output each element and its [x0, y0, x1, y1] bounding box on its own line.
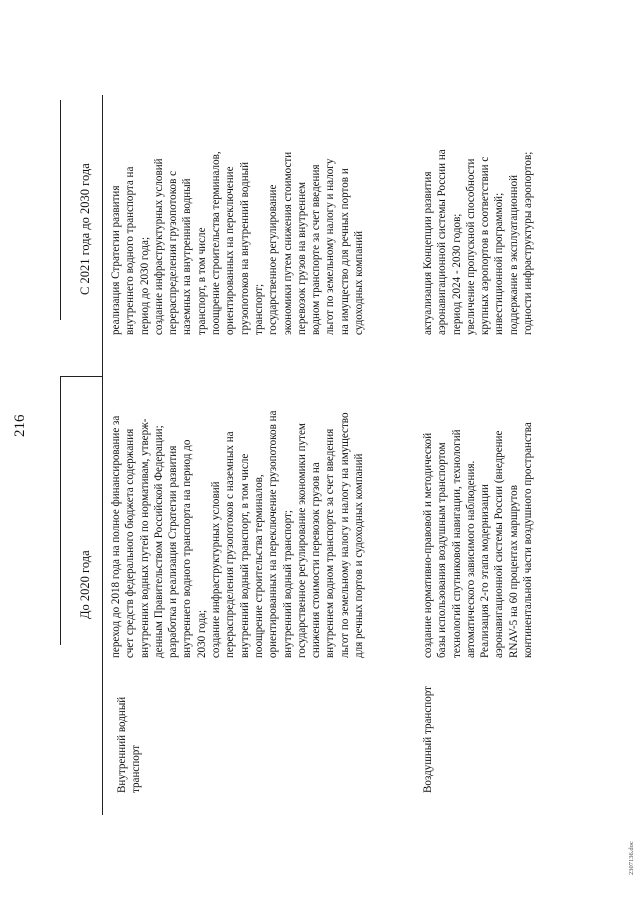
cell-text-line: поддержание в эксплуатационной [507, 174, 520, 335]
cell-text-line: внутреннего водного транспорта на период до [181, 439, 194, 658]
cell-text-line: 2030 года; [195, 609, 208, 658]
page-number: 216 [12, 414, 28, 437]
cell-text-line: льгот по земельному налогу и налогу на имущество [338, 412, 351, 658]
cell-text-line: поощрение строительства терминалов, [252, 474, 265, 658]
cell-text-line: транспорт; [252, 283, 265, 335]
cell-text-line: на имущество для речных портов и [338, 168, 351, 335]
cell-text-line: создание инфраструктурных условий [210, 481, 223, 658]
cell-text-line: реализация Стратегии развития [110, 185, 122, 335]
row-sector-air [421, 686, 435, 793]
cell-text-line: RNAV-5 на 60 процентах маршрутов [507, 485, 520, 658]
row-from-2021-air [421, 149, 535, 335]
cell-text-line: наземных на внутренний водный [181, 178, 194, 335]
cell-text-line: денным Правительством Российской Федерации; [152, 425, 165, 658]
cell-text-line: внутренний водный транспорт, в том числе [238, 453, 251, 658]
cell-text-line: аэронавигационной системы России на [436, 149, 449, 335]
cell-text-line: переход до 2018 года на полное финансирование за [110, 415, 122, 658]
header-from-2021: С 2021 года до 2030 года [78, 163, 92, 295]
cell-text-line: снижения стоимости перевозок грузов на [310, 462, 323, 658]
cell-text-line: для речных портов и судоходных компаний [353, 453, 366, 658]
cell-text-line: Реализация 2-го этапа модернизации [479, 484, 492, 658]
cell-text-line: перевозок грузов на внутреннем [295, 181, 308, 335]
cell-text-line: Воздушный транспорт [422, 685, 434, 793]
cell-text-line: государственное регулирование [267, 184, 280, 335]
cell-text-line: разработка и реализация Стратегии развития [167, 445, 180, 658]
cell-text-line: перераспределения грузопотоков с [167, 170, 180, 335]
cell-text-line: автоматического зависимого наблюдения. [464, 460, 477, 658]
cell-text-line: актуализация Концепции развития [422, 171, 434, 335]
row-until-2020-inland-water [109, 411, 366, 658]
cell-text-line: внутренних водных путей по нормативам, утверж- [138, 418, 151, 658]
row-sector-inland-water [115, 697, 144, 793]
cell-text-line: внутреннем водном транспорте за счет введения [324, 428, 337, 658]
cell-text-line: период 2024 - 2030 годов; [450, 213, 463, 335]
cell-text-line: грузопотоков на внутренний водный [238, 161, 251, 335]
cell-text-line: поощрение строительства терминалов, [210, 151, 223, 335]
cell-text-line: континентальной части воздушного пространства [522, 422, 535, 658]
header-bottom-rule [102, 95, 103, 815]
cell-text-line: экономики путем снижения стоимости [281, 151, 294, 335]
cell-text-line: транспорт [130, 744, 143, 793]
cell-text-line: государственное регулирование экономики путем [295, 423, 308, 658]
cell-text-line: внутреннего водного транспорта на [124, 166, 137, 335]
cell-text-line: транспорт, в том числе [195, 227, 208, 335]
cell-text-line: аэронавигационной системы России (внедрение [493, 430, 506, 658]
cell-text-line: счет средств федерального бюджета содержания [124, 428, 137, 658]
table-top-rule-left [60, 377, 61, 645]
file-id: 2307136.doc [628, 841, 635, 875]
cell-text-line: перераспределения грузопотоков с наземных на [224, 431, 237, 658]
header-until-2020: До 2020 года [78, 550, 92, 619]
cell-text-line: базы использования воздушным транспортом [436, 442, 449, 658]
column-divider [60, 376, 103, 377]
cell-text-line: технологий спутниковой навигации, технологий [450, 429, 463, 658]
cell-text-line: водном транспорте за счет введения [310, 164, 323, 335]
table-top-rule-right [60, 100, 61, 320]
cell-text-line: льгот по земельному налогу и налогу [324, 158, 337, 335]
cell-text-line: ориентированных на переключение грузопотоков на [267, 410, 280, 658]
cell-text-line: судоходных компаний [353, 230, 366, 335]
cell-text-line: годности инфраструктуры аэропортов; [522, 151, 535, 335]
cell-text-line: период до 2030 года; [138, 236, 151, 335]
row-from-2021-inland-water [109, 151, 366, 335]
cell-text-line: создание инфраструктурных условий [152, 158, 165, 335]
cell-text-line: крупных аэропортов в соответствии с [479, 156, 492, 335]
cell-text-line: увеличение пропускной способности [464, 158, 477, 335]
cell-text-line: Внутренний водный [116, 696, 128, 793]
row-until-2020-air [421, 422, 535, 658]
cell-text-line: внутренний водный транспорт; [281, 510, 294, 658]
cell-text-line: создание нормативно-правовой и методической [422, 432, 434, 658]
cell-text-line: инвестиционной программой; [493, 192, 506, 335]
cell-text-line: ориентированных на переключение [224, 166, 237, 335]
